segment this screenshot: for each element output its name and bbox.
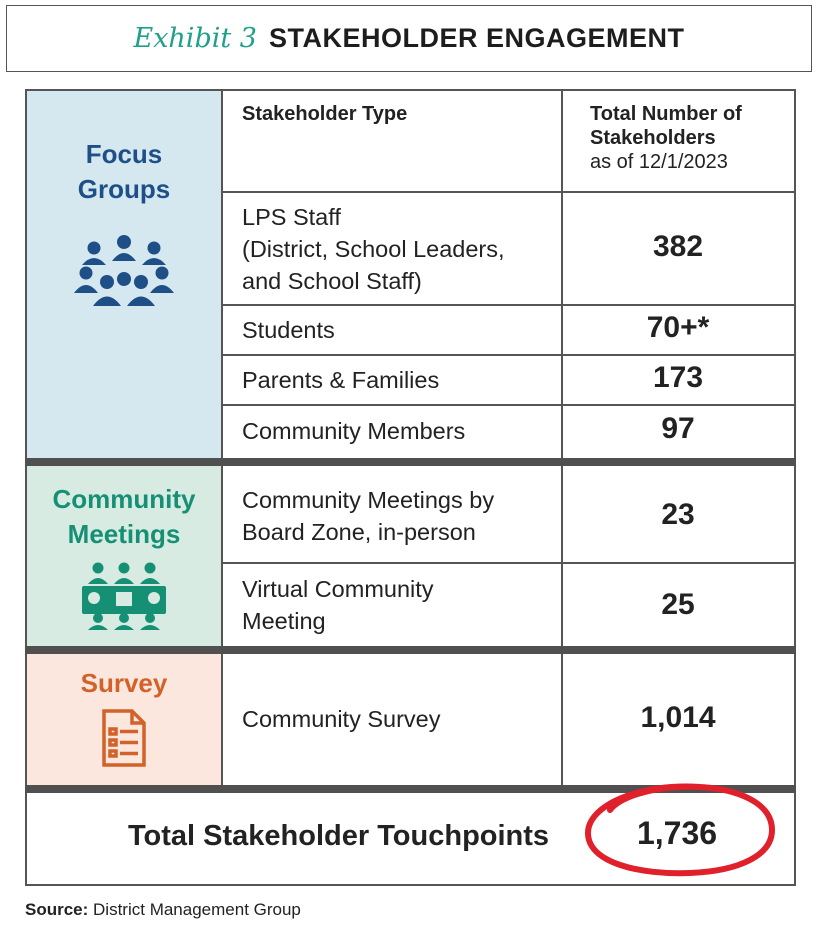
type-line: Meeting xyxy=(242,608,326,634)
group-separator xyxy=(25,646,796,654)
type-line: (District, School Leaders, xyxy=(242,236,505,262)
header-stakeholder-type xyxy=(242,102,407,126)
community-meetings-label-line1: Community xyxy=(52,484,196,514)
total-label: Total Stakeholder Touchpoints xyxy=(128,820,550,852)
stakeholder-type-parents-families xyxy=(242,364,439,396)
count-community-survey: 1,014 xyxy=(640,701,716,734)
focus-groups-label xyxy=(78,137,170,207)
survey-label-line1: Survey xyxy=(80,668,168,698)
community-meeting-icon xyxy=(80,562,168,630)
group-separator xyxy=(25,458,796,466)
source-text: District Management Group xyxy=(93,900,301,919)
exhibit-heading: STAKEHOLDER ENGAGEMENT xyxy=(268,23,685,53)
row-divider xyxy=(222,304,795,306)
count-parents-families: 173 xyxy=(652,361,704,394)
header-type-text: Stakeholder Type xyxy=(242,103,408,125)
source-label: Source: xyxy=(25,900,89,919)
type-line: Parents & Families xyxy=(242,367,440,393)
header-total-number xyxy=(590,102,742,174)
type-line: Virtual Community xyxy=(242,576,434,602)
count-students: 70+* xyxy=(646,311,710,344)
stakeholder-type-board-zone-meetings xyxy=(242,484,494,548)
community-meetings-category xyxy=(26,482,222,630)
stakeholder-type-community-members xyxy=(242,415,465,447)
total-value: 1,736 xyxy=(636,815,718,851)
count-community-members: 97 xyxy=(661,412,695,445)
focus-groups-label-line1: Focus xyxy=(85,139,163,169)
count-board-zone-meetings: 23 xyxy=(661,498,695,531)
stakeholder-type-virtual-meeting xyxy=(242,573,434,637)
count-virtual-meeting: 25 xyxy=(661,588,695,621)
community-meetings-label xyxy=(53,482,196,552)
stakeholder-type-students xyxy=(242,314,335,346)
type-line: Community Survey xyxy=(242,706,441,732)
column-divider-1 xyxy=(221,90,223,785)
focus-groups-category xyxy=(26,137,222,307)
type-line: and School Staff) xyxy=(242,268,422,294)
table-border-left xyxy=(25,90,27,886)
survey-label xyxy=(81,666,168,701)
row-divider xyxy=(222,562,795,564)
header-total-line2: Stakeholders xyxy=(590,127,716,149)
type-line: Community Meetings by xyxy=(242,487,495,513)
count-lps-staff: 382 xyxy=(652,230,704,263)
type-line: Board Zone, in-person xyxy=(242,519,476,545)
stakeholder-type-lps-staff xyxy=(242,201,505,297)
table-border-right xyxy=(794,90,796,886)
type-line: Community Members xyxy=(242,418,466,444)
source-note xyxy=(25,900,301,920)
exhibit-title xyxy=(6,5,812,72)
exhibit-number: Exhibit 3 xyxy=(133,23,257,54)
header-total-line3: as of 12/1/2023 xyxy=(590,151,728,173)
row-divider xyxy=(222,404,795,406)
survey-clipboard-icon xyxy=(100,707,148,769)
table-border-top xyxy=(25,89,796,91)
header-total-line1: Total Number of xyxy=(590,103,742,125)
stakeholder-type-community-survey xyxy=(242,703,441,735)
community-meetings-label-line2: Meetings xyxy=(67,519,181,549)
row-divider xyxy=(222,191,795,193)
type-line: Students xyxy=(242,317,335,343)
type-line: LPS Staff xyxy=(242,204,341,230)
row-divider xyxy=(222,354,795,356)
survey-category xyxy=(26,666,222,769)
group-meeting-icon xyxy=(74,235,174,307)
focus-groups-label-line2: Groups xyxy=(77,174,171,204)
